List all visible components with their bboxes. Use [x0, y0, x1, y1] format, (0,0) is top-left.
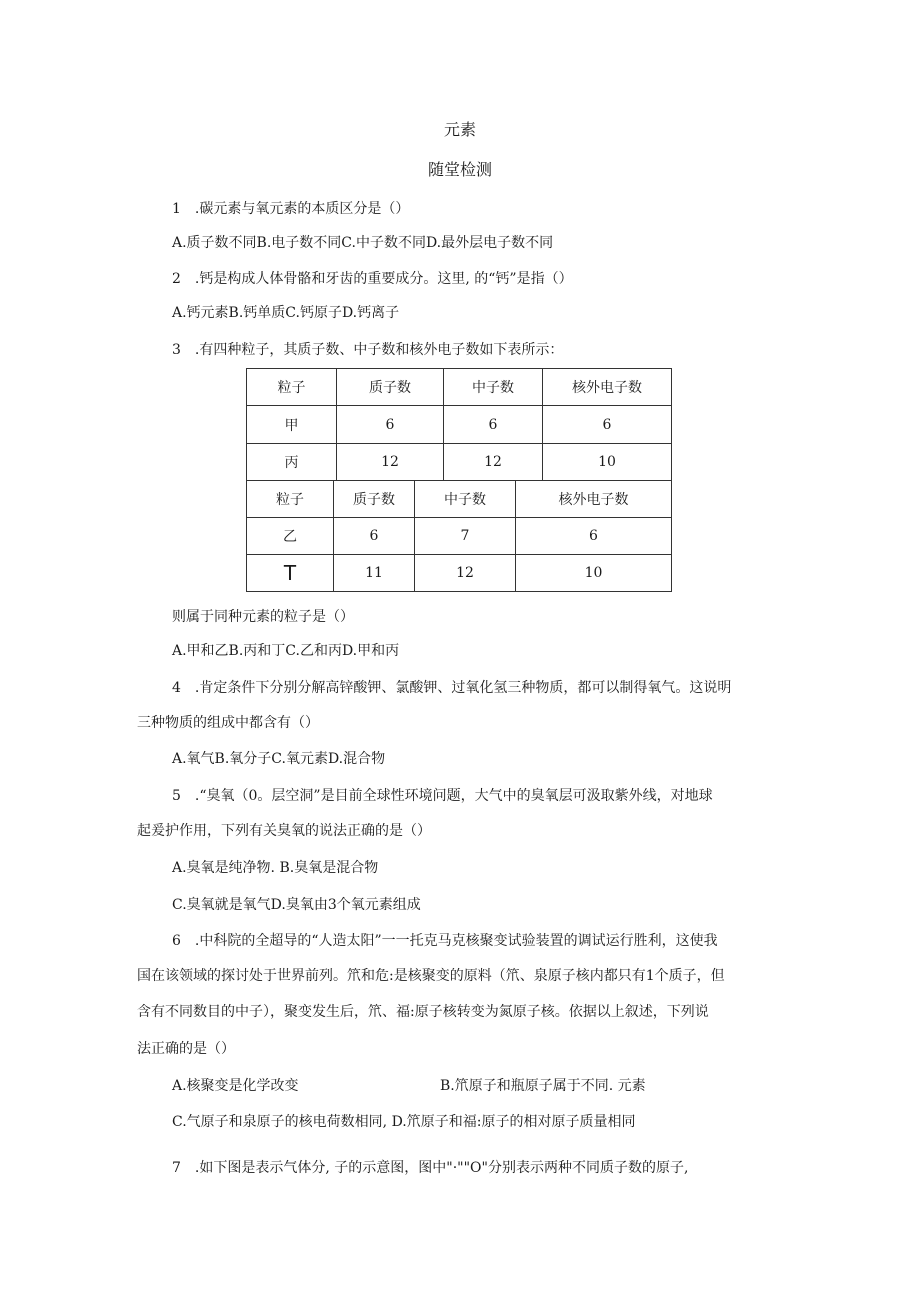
- header-protons: 质子数: [337, 369, 444, 406]
- question-1-options: A.质子数不同B.电子数不同C.中子数不同D.最外层电子数不同: [172, 235, 554, 251]
- particle-table-top: [246, 368, 672, 481]
- cell-protons: 11: [334, 555, 415, 592]
- question-5-options-line-2: C.臭氧就是氧气D.臭氧由3个氧元素组成: [172, 897, 421, 913]
- table-header-row: [247, 369, 672, 406]
- cell-electrons: 6: [543, 406, 672, 444]
- cell-particle: 丙: [247, 444, 337, 481]
- cell-electrons: 10: [516, 555, 672, 592]
- header-particle: 粒子: [247, 369, 337, 406]
- header-protons: 质子数: [334, 481, 415, 518]
- table-row: [247, 406, 672, 444]
- cell-neutrons: 6: [444, 406, 543, 444]
- table-row: [247, 518, 672, 555]
- question-6-stem-line-4: 法正确的是（）: [137, 1041, 235, 1057]
- header-neutrons: 中子数: [415, 481, 516, 518]
- table-row: [247, 555, 672, 592]
- header-neutrons: 中子数: [444, 369, 543, 406]
- header-electrons: 核外电子数: [516, 481, 672, 518]
- cell-neutrons: 12: [444, 444, 543, 481]
- cell-electrons: 6: [516, 518, 672, 555]
- cell-protons: 12: [337, 444, 444, 481]
- cell-neutrons: 7: [415, 518, 516, 555]
- document-subtitle: 随堂检测: [427, 160, 492, 179]
- cell-electrons: 10: [543, 444, 672, 481]
- question-4-stem-line-1: 4 .肯定条件下分别分解高锌酸钾、氯酸钾、过氧化氢三种物质，都可以制得氧气。这说明: [172, 680, 732, 696]
- question-3-options: A.甲和乙B.丙和丁C.乙和丙D.甲和丙: [172, 643, 400, 659]
- question-7-stem: 7 .如下图是表示气体分, 子的示意图，图中"·""O"分别表示两种不同质子数的原子,: [172, 1160, 689, 1176]
- question-5-stem-line-1: 5 .“臭氧（0。层空洞”是目前全球性环境问题，大气中的臭氧层可汲取紫外线，对地球: [172, 788, 713, 804]
- question-1-stem: 1 .碳元素与氧元素的本质区分是（）: [172, 201, 410, 217]
- cell-particle: 乙: [247, 518, 334, 555]
- question-6-options-line-2: C.气原子和泉原子的核电荷数相同, D.笊原子和福:原子的相对原子质量相同: [172, 1114, 636, 1130]
- header-electrons: 核外电子数: [543, 369, 672, 406]
- question-3-prompt: 则属于同种元素的粒子是（）: [172, 609, 354, 625]
- cell-neutrons: 12: [415, 555, 516, 592]
- cell-protons: 6: [334, 518, 415, 555]
- question-6-stem-line-1: 6 .中科院的全超导的“人造太阳”一一托克马克核聚变试验装置的调试运行胜利，这使我: [172, 933, 718, 949]
- cell-particle: T: [247, 555, 334, 592]
- question-4-options: A.氧气B.氧分子C.氧元素D.混合物: [172, 751, 386, 767]
- cell-protons: 6: [337, 406, 444, 444]
- question-3-stem: 3 .有四种粒子，其质子数、中子数和核外电子数如下表所示：: [172, 342, 564, 358]
- question-2-stem: 2 .钙是构成人体骨骼和牙齿的重要成分。这里, 的“钙”是指（）: [172, 271, 573, 287]
- table-row: [247, 444, 672, 481]
- question-6-option-b: B.笊原子和瓶原子属于不同. 元素: [440, 1078, 646, 1094]
- question-2-options: A.钙元素B.钙单质C.钙原子D.钙离子: [172, 305, 400, 321]
- document-title: 元素: [443, 120, 476, 139]
- question-6-stem-line-3: 含有不同数目的中子），聚变发生后，笊、福:原子核转变为氮原子核。依据以上叙述，下列说: [137, 1004, 709, 1020]
- table-header-row: [247, 481, 672, 518]
- question-4-stem-line-2: 三种物质的组成中都含有（）: [137, 715, 319, 731]
- header-particle: 粒子: [247, 481, 334, 518]
- question-6-option-a: A.核聚变是化学改变: [172, 1078, 299, 1094]
- cell-particle: 甲: [247, 406, 337, 444]
- question-6-stem-line-2: 国在该领域的探讨处于世界前列。笊和危:是核聚变的原料（笊、泉原子核内都只有1个质子，但: [137, 968, 725, 984]
- particle-table-bottom: [246, 480, 672, 592]
- question-5-options-line-1: A.臭氧是纯净物. B.臭氧是混合物: [172, 860, 379, 876]
- question-5-stem-line-2: 起爰护作用，下列有关臭氧的说法正确的是（）: [137, 823, 431, 839]
